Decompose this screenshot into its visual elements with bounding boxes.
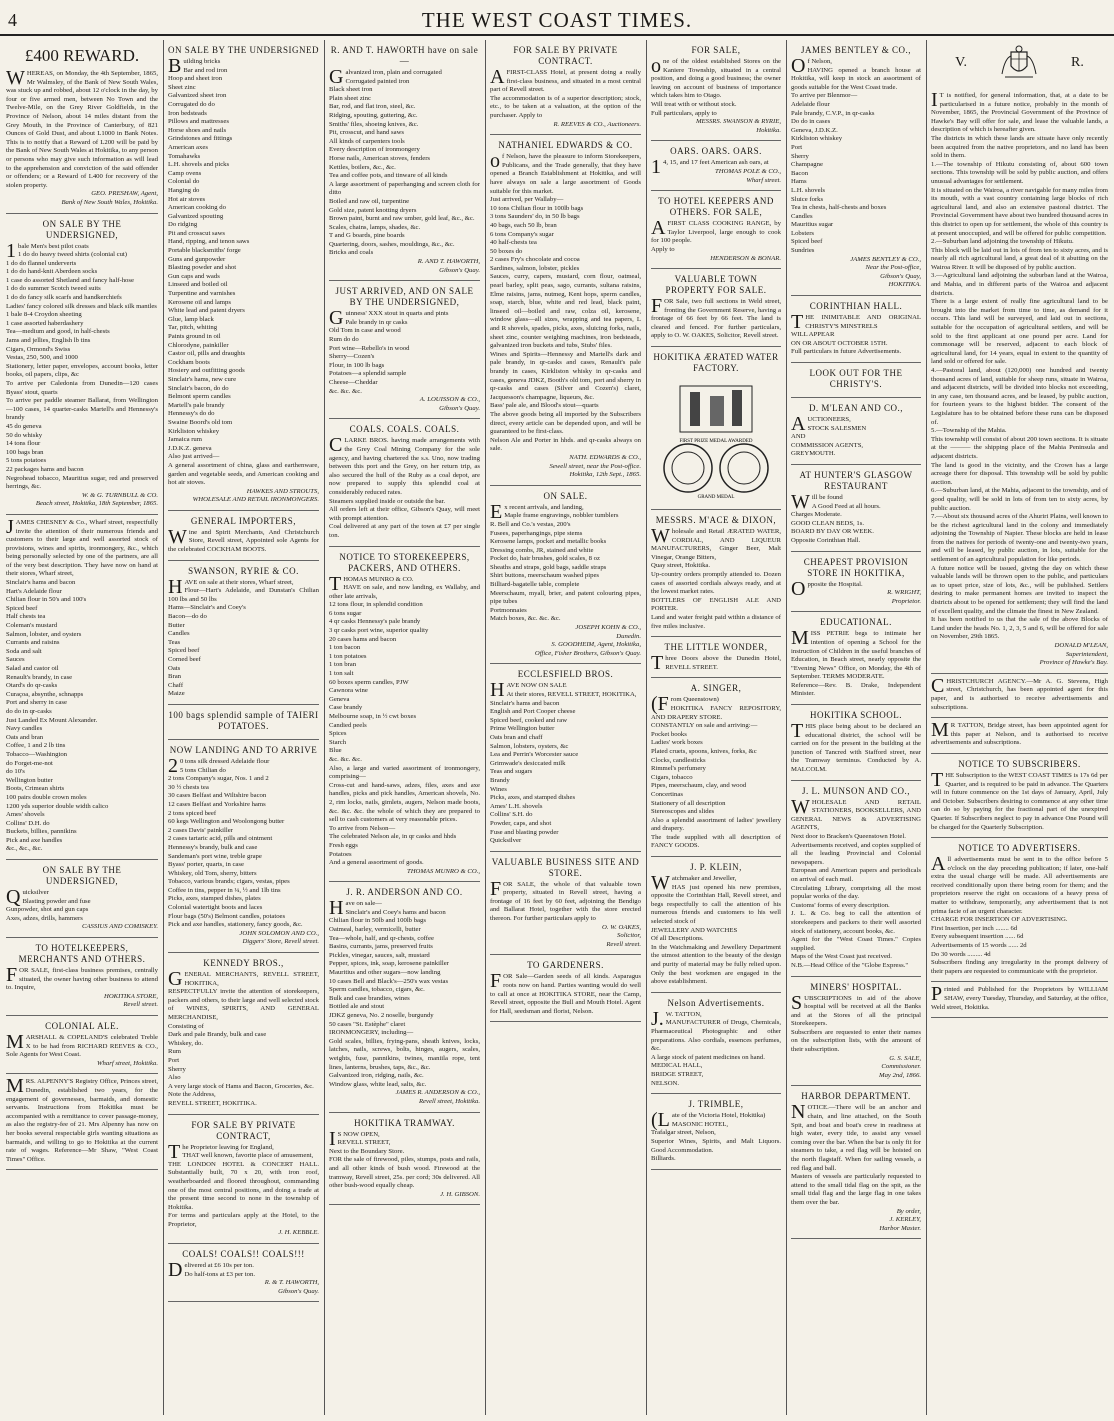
ad-heading: NOTICE TO SUBSCRIBERS. <box>958 758 1081 769</box>
ad-heading: HOKITIKA ÆRATED WATER FACTORY. <box>653 352 779 374</box>
advertisement <box>651 141 781 191</box>
ad-heading: TO GARDENERS. <box>527 960 604 971</box>
ad-signature: R. REEVES & CO., Auctioneers. <box>553 120 641 128</box>
ad-heading: JAMES BENTLEY & CO., <box>801 45 911 55</box>
advertisement <box>329 419 480 546</box>
ad-heading: ON SALE. <box>543 490 588 501</box>
advertisement <box>329 40 480 281</box>
ad-body: MARSHALL & COPELAND'S celebrated Treble X to be had from RICHARD REEVES & CO., Sole Agents for West Coast. <box>6 1031 158 1059</box>
advertisement <box>791 705 921 781</box>
ad-signature: DONALD M'LEAN, Superintendent, Province of Hawke's Bay. <box>1039 642 1108 667</box>
advertisement <box>168 40 319 511</box>
advertisement <box>490 486 641 665</box>
column-3 <box>325 40 484 1415</box>
ad-body: Three Doors above the Dunedin Hotel, REVELL STREET. <box>651 652 781 675</box>
ad-signature: R. AND T. HAWORTH, Gibson's Quay. <box>417 258 480 274</box>
ad-heading: £400 REWARD. <box>24 46 140 65</box>
advertisement <box>490 40 641 135</box>
ad-body: MISS PETRIE begs to intimate her intention of opening a School for the instruction of Children in the useful branches of Education, in Beach street, nearly opposite the "Evening News" Office, on Monday, the 4th of September. TERMS MODERATE. Reference—Rev. B. Drake, Independent Minister. <box>791 627 921 698</box>
ad-signature: JOHN SOLOMON AND CO., Diggers' Store, Revell street. <box>239 929 319 946</box>
royal-crest <box>931 40 1108 88</box>
advertisement <box>490 664 641 851</box>
column-2 <box>164 40 323 1415</box>
ad-signature: HENDERSON & BONAR. <box>710 254 781 262</box>
ad-body: Wine and Spirit Merchants, And Christchurch Store, Revell street, Appointed sole Agents for the celebrated COCKHAM BOOTS. <box>168 525 319 554</box>
ad-signature: J. H. KEBBLE. <box>278 1229 319 1237</box>
ad-signature: THOMAS MUNRO & CO., <box>406 867 480 875</box>
ad-body: Watchmaker and Jeweller, HAS just opened his new premises, opposite the Corinthian Hall, Revell street, and begs respectfully to call the attention of his numerous friends and customers to his well selected stock of JEWELLERY AND WATCHES Of all Descriptions. In the Watchmaking and Jewellery Department the utmost attention to the beauty of the design and purity of material may be fully relied upon. Only the best workmen are engaged in the above establishment. <box>651 872 781 986</box>
advertisement <box>6 938 158 1016</box>
ad-heading: FOR SALE, <box>691 45 741 55</box>
ad-body: AFIRST CLASS COOKING RANGE, by Taylor Liverpool, large enough to cook for 100 people. Apply to <box>651 217 781 253</box>
ad-body: IT is notified, for general information, that, at a date to be particularised in a future notice, probably in the month of November, 1865, the Provincial Government of the Province of Hawke's Bay will offer for sale, and lease the valuable lands, a description of which is hereafter given. The districts in which these lands are situate have only recently been acquired from the native proprietors, and no land has been sold in them. 1.—The township of Hikutu consisting of, about 600 town sections. This township will be sold by public auction, and offers unusual advantages for settlement. It is situated on the Wairoa, a river navigable for many miles from its mouth, with a vast country containing large blocks of rich agricultural land, and also an extensive pastoral district. The Provincial Government have about two hundred thousand acres in this district to open up for settlement, the whole of this country is at present unoccupied, and will be offered for public competition. 2.—Suburban land adjoining the township of Hikutu. This block will be laid out in lots of from ten to sixty acres, and is nearly all rich agricultural land, a great deal of it abutting on the Wairoa River. It will be disposed of by public auction. 3.—Agricultural land adjoining the suburban land at the Wairoa, and Mahia, and in different parts of the Wairoa and adjacent districts. There is a large extent of really fine agricultural land to be brought into the market from time to time, as demand for it occurs. This land will be surveyed, and laid out in sections, suitable for the occupation of agricultural settlers, and will be sold to the first applicant at one pound per acre. Land for commonage will be reserved, adjacent to each block of agricultural land, for 14 years, equal in extent to the quantity of land sold or offered for sale. 4.—Pastoral land, about (120,000) one hundred and twenty thousand acres of land, suitable for sheep runs, situate in Wairoa, and adjacent districts, will be divided into blocks not exceeding, in any case, ten thousand acres, and be leased, by public auction, for fourteen years to the highest bidder. The consent of the Legislature has to be obtained before these runs can be disposed of. 5.—Township of the Mahia. This township will consist of about 200 town sections. It is situate at the ——— the shipping place of the Mahia Peninsula and adjacent districts. The land is good in the vicinity, and the Crown has a large acreage there for disposal. This township will be sold by public auction. 6.—Suburban land, at the Mahia, adjacent to the township, and of good quality, will be sold in lots of from ten to sixty acres, by public auction. 7.—About six thousand acres of the Ahuriri Plains, well known to be the richest agricultural land in the colony and immediately adjoining the Township of Napier. These blocks are held in lease from the natives for periods of twenty-one and twenty-two years, and will be leased, by public auction, in lots, suitable for the settlement of an agricultural population for like periods. A future notice will be issued, giving the day on which these valuable lands will be thrown open to the public, and particulars as to upset price, size of lots, &c., will be published. Settlers desiring to make permanent homes are invited to inspect the districts about to be opened for settlement; they will find the land of excellent quality, and the climate the finest in New Zealand. It has been notified to us that the sale of the above Blocks of Land under the heads No. 1, 2, 3, 5 and 6, will be offered for sale on November, 29th 1865. <box>931 89 1108 641</box>
ad-body: FOR Sale—Garden seeds of all kinds. Asparagus roots now on hand. Parties wanting would do well to call at once at HOKITIKA STORE, near the Camp, Revell street, opposite the Bull and Mouth Hotel. Agent for Hall, seedsman and florist, Nelson. <box>490 970 641 1015</box>
advertisement <box>651 40 781 141</box>
ad-body: Wholesale and Retail ÆRATED WATER, CORDIAL, AND LIQUEUR MANUFACTURERS, Ginger Beer, Malt Vinegar, Orange Bitters, Quay street, Hokitika. Up-country orders promptly attended to. Dozen cases of assorted cordials always ready, and at the lowest market rates. BOTTLERS OF ENGLISH ALE AND PORTER. Land and water freight paid within a distance of five miles inclusive. <box>651 525 781 630</box>
ad-heading: EDUCATIONAL. <box>820 617 892 628</box>
ad-body: SUBSCRIPTIONS in aid of the above hospital will be received at all the Banks and at the Stores of all the principal Storekeepers. Subscribers are requested to enter their names on the subscription lists, with the amount of their subscription. <box>791 991 921 1054</box>
ad-heading: J. L. MUNSON AND CO., <box>801 785 910 796</box>
ad-body: NOTICE.—There will be an anchor and chain, and line attached, on the South Spit, and boat and boat's crew in readiness at high water, every tide, to assist any vessel coming over the bar. When the bar is only fit for steamers to take, a red flag will be hoisted on the north flagstaff. When for sailing vessels, a red flag and ball. Masters of vessels are particularly requested to attend to the small tidal flag on the spit, as the small tidal flag and the large flag in one takes them over the bar. <box>791 1101 921 1206</box>
ad-signature: THOMAS POLE & CO., Wharf street. <box>715 167 781 184</box>
ad-heading: VALUABLE BUSINESS SITE AND STORE. <box>491 856 640 878</box>
advertisement <box>490 955 641 1022</box>
ad-heading: SWANSON, RYRIE & CO. <box>188 565 299 576</box>
advertisement <box>168 740 319 953</box>
ad-body: one of the oldest established Stores on the Kaniere Township, situated in a central position, and doing a good business; the owner leaving on account of business of importance which takes him to Otago. Will treat with or without stock. Full particulars, apply to <box>651 55 781 117</box>
ad-heading: HOKITIKA SCHOOL. <box>810 710 902 721</box>
crest-letter-right: R. <box>1070 55 1084 70</box>
ad-signature: JOSEPH KOHN & CO., Dunedin. S. GOODHEIM, Agent, Hokitika, Office, Fisher Brothers, Gibson's Quay. <box>534 624 641 657</box>
ad-heading: HOKITIKA TRAMWAY. <box>354 1117 455 1128</box>
advertisement <box>931 88 1108 674</box>
advertisement <box>651 510 781 637</box>
ad-heading: R. AND T. HAWORTH have on sale— <box>330 45 479 66</box>
advertisement <box>651 1094 781 1170</box>
ad-signature: GEO. PRESHAW, Agent, Bank of New South Wales, Hokitika. <box>61 190 158 206</box>
ad-heading: MINERS' HOSPITAL. <box>810 981 902 992</box>
ad-heading: NOW LANDING AND TO ARRIVE <box>169 744 318 755</box>
ad-body: Delivered at £6 10s per ton. Do half-tons at £3 per ton. <box>168 1259 256 1282</box>
ad-heading: NATHANIEL EDWARDS & CO. <box>498 140 633 151</box>
ad-body: Ex recent arrivals, and landing, Maple frame engravings, nobbler tumblers R. Bell and Co.'s vestas, 200's Fusees, paperhangings, pipe stems Kerosene lamps, pocket and metallic books Dressing combs, JR, stained and white Pocket do, hair brushes, gold scales, 8 oz Sheaths and straps, gold bags, saddle straps Shirt buttons, meerschaum washed pipes Billiard-bagatelle table, complete Meerschaum, myall, brier, and patent colouring pipes, pipe tubes Portmonnaies Match boxes, &c. &c. &c. <box>490 500 641 623</box>
factory-illustration-icon <box>652 380 780 500</box>
advertisement <box>651 347 781 510</box>
ad-body: Will be found A Good Feed at all hours. Charges Moderate. GOOD CLEAN BEDS, 1s. BOARD BY DAY OR WEEK. Opposite Corinthian Hall. <box>791 490 881 544</box>
ad-signature: HAWKES AND STROUTS, WHOLESALE AND RETAIL IRONMONGERS. <box>192 487 319 504</box>
ad-heading: TO HOTEL KEEPERS AND OTHERS. FOR SALE, <box>658 196 774 218</box>
ad-body: MRS. ALPENNY'S Registry Office, Princes street, Dunedin, established two years, for the engagement of governesses, barmaids, and domestic servants. Instructions from Hokitika must be accompanied with a remittance to cover passage-money, as also the registry-fee of 21. Mrs Alpenny has now on her books several respectable girls wanting situations as barmaids, and willing to go to Hokitika at the current rate of wages. Reference—Mr Shaw, "West Coast Times" Office. <box>6 1075 158 1163</box>
ad-body: FOR SALE, the whole of that valuable town property, situated in Revell street, having a frontage of 16 feet by 60 feet, adjoining the Bendigo and Ballarat Hotel, together with the store erected thereon. For further particulars apply to <box>490 877 641 923</box>
column-5 <box>647 40 785 1415</box>
advertisement <box>6 515 158 860</box>
advertisement <box>931 674 1108 718</box>
ad-heading: COALS. COALS. COALS. <box>349 424 460 435</box>
ad-body: FOR SALE, first-class business premises, centrally situated, the owner having other business to attend to. Inquire, <box>6 964 158 992</box>
ad-body: IS NOW OPEN, REVELL STREET, Next to the Boundary Store. FOR the sale of firewood, piles, stumps, posts and rails, and all other kinds of bush wood. Firewood at the tramway, Revell street, 25s. per cord; 30s delivered. All other bush-wood equally cheap. <box>329 1127 480 1190</box>
ad-signature: MESSRS. SWANSON & RYRIE, Hokitika. <box>695 118 781 134</box>
advertisement <box>651 678 781 857</box>
ad-body: AFIRST-CLASS Hotel, at present doing a really first-class business, and situated in a most central part of Revell street. The accommodation is of a superior description; stock, etc., to be taken at a valuation, at the option of the purchaser. Apply to <box>490 66 641 119</box>
ad-body: All advertisements must be sent in to the office before 5 o'clock on the day preceding publication; if later, one-half extra the usual charge will be made. All advertisements are received conditionally upon there being room for them; and the proprietors reserve the right on occasions of a heavy press of matter to withdraw, temporarily, any advertisement that is not prima facie of an urgent character. CHARGE FOR INSERTION OF ADVERTISING. First Insertion, per inch ........ 6d Every subsequent insertion ...... 6d Advertisements of 15 words ...... 2d Do 30 words ......... 4d Subscribers finding any irregularity in the prompt delivery of their papers are requested to communicate with the proprietor. <box>931 853 1108 975</box>
ad-signature: R. & T. HAWORTH, Gibson's Quay. <box>264 1279 319 1295</box>
ad-signature: W. & G. TURNBULL & CO. Beach street, Hokitika, 18th September, 1865. <box>35 491 158 508</box>
ad-heading: ECCLESFIELD BROS. <box>517 669 614 680</box>
ad-body: Quicksilver Blasting powder and fuse Gunpowder, shot and gun caps Axes, adzes, drills, hammers <box>6 886 91 922</box>
ad-heading: MESSRS. M'ACE & DIXON, <box>655 515 777 526</box>
ad-body: (Late of the Victoria Hotel, Hokitika) MASONIC HOTEL, Trafalgar street, Nelson, Superior Wines, Spirits, and Malt Liquors. Good Accommodation. Billiards. <box>651 1109 781 1163</box>
ad-heading: AT HUNTER'S GLASGOW RESTAURANT <box>799 469 913 491</box>
ad-signature: HOKITIKA STORE, Revell street. <box>103 992 158 1009</box>
prize-medals <box>651 376 781 504</box>
advertisement <box>6 860 158 938</box>
advertisement <box>329 281 480 419</box>
advertisement <box>168 705 319 740</box>
ad-body: (From Queenstown) HOKITIKA FANCY REPOSITORY, AND DRAPERY STORE. CONSTANTLY on sale and arriving:— Pocket books Ladies' work boxes Plated cruets, spoons, knives, forks, &c Clocks, candlesticks Rimmel's perfumery Cigars, tobacco Pipes, meerschaum, clay, and wood Concertinas Stationery of all description Stereoscopes and slides Also a splendid assortment of ladies' jewellery and drapery. The trade supplied with all description of FANCY GOODS. <box>651 693 781 850</box>
ad-body: THE Subscription to the WEST COAST TIMES is 17s 6d per Quarter, and is required to be paid in advance. The Quarters will in future commence on the 1st days of January, April, July and October. Subscribers desiring to commence at any other time can do so by paying for the fractional part of the unexpired Quarter. If Subscribers neglect to pay in advance One Pound will be charged for the Quarterly Subscription. <box>931 768 1108 831</box>
advertisement <box>490 135 641 486</box>
ad-heading: A. SINGER, <box>690 683 742 694</box>
advertisement <box>651 269 781 347</box>
ad-heading: D. M'LEAN AND CO., <box>808 403 904 413</box>
ad-heading: GENERAL IMPORTERS, <box>190 515 297 526</box>
ad-signature: NATH. EDWARDS & CO., Sewell street, near the Post-office. Hokitika, 12th Sept., 1865. <box>549 453 641 479</box>
ad-heading: FOR SALE BY PRIVATE CONTRACT, <box>191 1119 296 1141</box>
column-6 <box>787 40 925 1415</box>
ad-heading: J. P. KLEIN, <box>690 862 742 873</box>
ad-signature: JAMES R. ANDERSON & CO., Revell street, Hokitika. <box>395 1089 480 1105</box>
ad-body: FOR Sale, two full sections in Weld street, fronting the Government Reserve, having a frontage of 66 feet by 66 feet. The land is cleared and fenced. For further particulars, apply to O. W. OAKES, Solicitor, Revell street. <box>651 295 781 340</box>
column-1 <box>2 40 162 1415</box>
ad-heading: OARS. OARS. OARS. <box>670 146 762 157</box>
coat-of-arms-icon <box>997 44 1041 82</box>
ad-signature: By order, J. KERLEY, Harbor Master. <box>879 1207 921 1232</box>
ad-heading: TO HOTELKEEPERS, MERCHANTS AND OTHERS. <box>18 943 146 965</box>
advertisement <box>791 977 921 1087</box>
advertisement <box>791 1086 921 1239</box>
ad-body: HAVE on sale at their stores, Wharf street, Flour—Hart's Adelaide, and Dunstan's Chilian 100 lbs and 50 lbs Hams—Sinclair's and Coey's Bacon—do do Butter Candles Teas Spiced beef Corned beef Oats Bran Chaff Maize <box>168 575 319 698</box>
advertisement <box>651 857 781 993</box>
ad-heading: COALS! COALS!! COALS!!! <box>182 1249 305 1260</box>
column-4 <box>486 40 645 1415</box>
advertisement <box>791 552 921 613</box>
advertisement <box>490 852 641 956</box>
ad-body: WHOLESALE AND RETAIL STATIONERS, BOOKSELLERS, AND GENERAL NEWS & ADVERTISING AGENTS, Next door to Bracken's Queenstown Hotel. Advertisements received, and copies supplied of all the leading Provincial and Colonial newspapers. European and American papers and periodicals on arrival of each mail. Circulating Library, comprising all the most popular works of the day. Customs' forms of every description. J. L. & Co. beg to call the attention of storekeepers and packers to their well assorted stock of stationery, account books, &c. Agent for the "West Coast Times." Copies supplied. Maps of the West Coast just received. N.B.—Head Office of the "Globe Express." <box>791 795 921 969</box>
advertisement <box>168 953 319 1115</box>
ad-signature: Wharf street, Hokitika. <box>96 1059 158 1067</box>
column-7 <box>927 40 1112 1415</box>
advertisement <box>168 511 319 561</box>
ad-signature: J. H. GIBSON. <box>440 1190 480 1198</box>
page-number: 4 <box>8 10 17 30</box>
advertisement <box>6 214 158 515</box>
advertisement <box>329 882 480 1112</box>
ad-body: J.W. TATTON, MANUFACTURER of Drugs, Chemicals, Pharmaceutical Photographic and other preparations. Also cordials, essences perfumes, &c. A large stock of patent medicines on hand. MEDICAL HALL, BRIDGE STREET, NELSON. <box>651 1007 781 1087</box>
ad-heading: CHEAPEST PROVISION STORE IN HOKITIKA, <box>803 556 909 578</box>
ad-heading: ON SALE BY THE UNDERSIGNED, <box>42 218 122 240</box>
columns-area <box>0 40 1114 1415</box>
ad-heading: J. TRIMBLE, <box>688 1099 744 1110</box>
advertisement <box>168 1244 319 1302</box>
advertisement <box>931 838 1108 982</box>
ad-signature: JAMES BENTLEY & CO., Near the Post-office, Gibson's Quay, HOKITIKA. <box>850 255 921 289</box>
advertisement <box>6 1016 158 1074</box>
ad-body: CLARKE BROS. having made arrangements with the Grey Coal Mining Company for the sole agency, and having chartered the s.s. Uno, now trading between this port and the Grey, on her return trip, as also secured the hull of the Ruby as a coal depot, are now prepared to supply this splendid coal at considerably reduced rates. Steamers supplied inside or outside the bar. All orders left at their office, Gibson's Quay, will meet with prompt attention. Coal delivered at any part of the town at £7 per single ton. <box>329 434 480 539</box>
ad-body: Building bricks Bar and rod iron Hoop and sheet iron Sheet zinc Galvanized sheet iron Corrugated do do Iron bedsteads Pillows and mattresses Horse shoes and nails Grindstones and fittings American axes Tomahawks L.H. shovels and picks Camp ovens Colonial do Hanging do Hot air stoves American cooking do Galvanized spouting Do ridging Pit and crosscut saws Hand, ripping, and tenon saws Portable blacksmiths' forge Guns and gunpowder Blasting powder and shot Gun caps and wads Linseed and boiled oil Turpentine and varnishes Kerosene oil and lamps White lead and patent dryers Glue, lamp black Tar, pitch, whiting Paints ground in oil Chlorodyne, painkiller Castor oil, pills and draughts Cockham boots Hosiery and outfitting goods Sinclair's hams, new cure Sinclair's bacon, do do Belmont sperm candles Martell's pale brandy Hennessy's do do Swaine Boord's old tom Kirkliston whiskey Jamaica rum J.D.K.Z. geneva Also just arrived— A general assortment of china, glass and earthenware, garden and vegetable seeds, and American cooking and hot air stoves. <box>168 55 319 487</box>
ad-signature: R. WRIGHT, Proprietor. <box>887 589 921 605</box>
advertisement <box>931 718 1108 754</box>
ad-body: Galvanized iron, plain and corrugated Corrugated painted iron Black sheet iron Plain sheet zinc Bar, rod, and flat iron, steel, &c. Ridging, spouting, guttering, &c. Smiths' files, shoeing knives, &c. Pit, crosscut, and hand saws All kinds of carpenters tools Every description of ironmongery Horse nails, American stoves, fenders Kettles, boilers, &c., &c. Tea and coffee pots, and tinware of all kinds A large assortment of paperhanging and screen cloth for ditto Boiled and raw oil, turpentine Gold size, patent knotting dryers Brown paint, burnt and raw umber, gold leaf, &c., &c. Scales, chains, lamps, shades, &c. T and G boards, pine boards Quartering, doors, sashes, mouldings, &c., &c. Bricks and coals <box>329 66 480 257</box>
advertisement <box>651 993 781 1094</box>
ad-heading: NOTICE TO STOREKEEPERS, PACKERS, AND OTHERS. <box>339 551 470 573</box>
ad-heading: LOOK OUT FOR THE CHRISTY'S. <box>809 368 903 389</box>
ad-heading: THE LITTLE WONDER, <box>664 642 768 653</box>
ad-body: 20 tons silk dressed Adelaide flour 5 tons Chilian do 2 tons Company's sugar, Nos. 1 and 2 30 ½ chests tea 30 cases Belfast and Wiltshire bacon 12 cases Belfast and Yorkshire hams 2 tons spiced beef 60 kegs Wellington and Woolongong butter 2 cases Davis' painkiller 2 cases tartaric acid, pills and ointment Hennessy's brandy, bulk and case Sandeman's port wine, treble grape Byass' porter, quarts, in case Whiskey, old Tom, sherry, bitters Tobacco, various brands; cigars, vestas, pipes Coffee in tins, pepper in ¼, ½ and 1lb tins Picks, axes, stamped dishes, plates Colonial watertight boots and laces Flour bags (50's) Belmont candles, potatoes Pick and axe handles, stationery, fancy goods, &c. <box>168 754 303 929</box>
ad-signature: O. W. OAKES, Solicitor, Revell street. <box>602 923 641 948</box>
ad-body: THOMAS MUNRO & CO. HAVE on sale, and now landing, ex Wallaby, and other late arrivals, 12 tons flour, in splendid condition 6 tons sugar 4 qr casks Hennessy's pale brandy 3 qr casks port wine, superior quality 20 cases hams and bacon 1 ton bacon 1 ton potatoes 1 ton bran 1 ton salt 60 boxes sperm candles, PJW Cawnora wine Geneva Case brandy Melbourne soap, in ½ cwt boxes Candied peels Spices Starch Blue &c. &c. &c. Also, a large and varied assortment of ironmongery, comprising— Cross-cut and hand-saws, adzes, files, axes and axe handles, picks and pick handles, American shovels, No. 2, rim locks, nails, gimlets, augers, Nelson made boots, &c. &c. &c. the whole of which they are prepared to sell to cash customers at very reasonable prices. To arrive from Nelson— The celebrated Nelson ale, in qr casks and hhds Fresh eggs Potatoes And a general assortment of goods. <box>329 572 480 867</box>
ad-body: GENERAL MERCHANTS, REVELL STREET, HOKITIKA, RESPECTFULLY invite the attention of storekeepers, packers and others, to their large and well selected stock of WINES, SPIRITS, AND GENERAL MERCHANDISE, Consisting of Dark and pale Brandy, bulk and case Whiskey, do. Rum Port Sherry Also A very large stock of Hams and Bacon, Groceries, &c. Note the Address, REVELL STREET, HOKITIKA. <box>168 968 319 1107</box>
ad-heading: J. R. ANDERSON AND CO. <box>346 887 463 898</box>
advertisement <box>791 40 921 296</box>
advertisement <box>168 1115 319 1245</box>
ad-body: Of Nelson, HAVING opened a branch house at Hokitika, will keep in stock an assortment of goods suitable for the West Coast trade. To arrive per Blenmor— Adelaide flour Pale brandy, C.V.P., in qr-casks Do do in cases Geneva, J.D.K.Z. Kirkliston whiskey Port Sherry Champagne Bacon Hams L.H. shovels Sluice forks Tea in chests, half-chests and boxes Candles Mauritius sugar Lobsters Spiced beef Sundries <box>791 55 921 255</box>
ad-signature: G. S. SALE, Commissioner. May 2nd, 1866. <box>879 1054 921 1079</box>
ad-body: Opposite the Hospital. <box>791 577 863 600</box>
ad-body: The Proprietor leaving for England, THAT well known, favorite place of amusement, THE LONDON HOTEL & CONCERT HALL. Substantially built, 70 x 20, with iron roof, weatherboarded and floored throughout, commanding one of the most central positions, and doing a trade at the present time second to none in the township of Hokitika. For terms and particulars apply at the Hotel, to the Proprietor, <box>168 1140 319 1228</box>
ad-heading: 100 bags splendid sample of TAIERI POTATOES. <box>168 709 319 731</box>
advertisement <box>931 754 1108 838</box>
advertisement <box>791 398 921 465</box>
ad-body: 1bale Men's best pilot coats 1 do do heavy tweed shirts (colonial cut) 1 do do flannel underverts 1 do do hand-knit Aberdeen socks 1 case do assorted Shetland and fancy half-hose 1 do do summer Scotch tweed suits 1 do do fancy silk scarfs and handkerchiefs Ladies' fancy colored silk dresses and black silk mantles 1 bale 8-4 Croydon sheeting 1 case assorted haberdashery Tea—medium and good, in half-chests Jams and jellies, English lb tins Cigars, Ormond's Swiss Vestas, 250, 500, and 1000 Stationery, letter paper, envelopes, account books, letter books, oil papers, clips, &c To arrive per Caledonia from Dunedin—120 cases Byass' stout, quarts To arrive per paddle steamer Ballarat, from Wellington—100 cases, 14 quarter-casks Martell's and Hennessy's brandy 45 do geneva 50 do whisky 14 tons flour 100 bags bran 5 tons potatoes 22 packages hams and bacon Negrohead tobacco, Mauritius sugar, red and preserved herrings, &c. <box>6 239 158 491</box>
advertisement <box>791 363 921 398</box>
crest-letter-left: V. <box>955 55 967 70</box>
ad-heading: HARBOR DEPARTMENT. <box>801 1091 911 1102</box>
advertisement <box>931 982 1108 1018</box>
ad-heading: COLONIAL ALE. <box>45 1021 119 1031</box>
advertisement <box>651 637 781 678</box>
ad-heading: ON SALE BY THE UNDERSIGNED, <box>42 865 122 887</box>
ad-body: Printed and Published for the Proprietors by WILLIAM SHAW, every Tuesday, Thursday, and Saturday, at the office, Weld street, Hokitika. <box>931 983 1108 1011</box>
ad-heading: KENNEDY BROS., <box>203 958 284 969</box>
ad-body: HAVE NOW ON SALE At their stores, REVELL STREET, HOKITIKA, Sinclair's hams and bacon English and Port Cooper cheese Spiced beef, cooked and raw Prime Wellington butter Oats bran and chaff Salmon, lobsters, oysters, &c Lea and Perrin's Worcester sauce Grimwade's desiccated milk Teas and sugars Brandy Wines Picks, axes, and stamped dishes Ames' L.H. shovels Collins' S.H. do Powder, caps, and shot Fuse and blasting powder Quicksilver <box>490 679 637 845</box>
ad-heading: ON SALE BY THE UNDERSIGNED <box>168 45 319 55</box>
ad-body: 14, 15, and 17 feet American ash oars, at <box>651 156 769 179</box>
advertisement <box>329 547 480 883</box>
ad-body: CHRISTCHURCH AGENCY.—Mr A. G. Stevens, High street, Christchurch, has been appointed agent for this paper, and is authorised to receive advertisements and subscriptions. <box>931 674 1108 711</box>
ad-heading: JUST ARRIVED, AND ON SALE BY THE UNDERSIGNED, <box>335 286 474 308</box>
advertisement <box>6 1074 158 1170</box>
medal-bottom-text: GRAND MEDAL <box>697 495 735 501</box>
advertisement <box>791 296 921 363</box>
ad-body: of Nelson, have the pleasure to inform Storekeepers, Publicans, and the Trade generally, that they have opened a Branch Establishment at Hokitika, and will have always on sale a large assortment of Goods suitable for this market. Just arrived, per Wallaby— 10 tons Chilian flour in 100lb bags 3 tons Saunders' do, in 50 lb bags 40 bags, each 50 lb, bran 6 tons Company's sugar 40 half-chests tea 50 boxes do 2 cases Fry's chocolate and cocoa Sardines, salmon, lobster, pickles Sauces, curry, capers, mustard, corn flour, oatmeal, pearl barley, split peas, sago, currants, sultana raisins, Elme raisins, jams, nutmeg, Kent hops, sperm candles, soap, starch, blue, white and red lead, black paint, linseed oil—boiled and raw, colza oil, kerosene, window glass—all sizes, wrapping and tea papers, L and R shovels, spades, picks, axes, sluicing forks, nails, sheet zinc, counter weighing machines, iron bedsteads, galvanized iron buckets and tubs, Stubs' files. Wines and Spirits—Hennessy and Martell's dark and pale brandy, in qr-casks and cases, Renault's pale brandy in cases, Kirkliston whisky in qr-casks and cases, geneva JDKZ, Booth's old tom, port and sherry in qr-casks and cases (Silver and Cozen's) claret, Jacquesson's champagne, liqueurs, &c. Bass' pale ale, and Blood's stout—quarts The above goods being all imported by the Subscribers direct, every article can be depended upon, and will be guaranteed to be first-class. Nelson Ale and Porter in hhds. and qr-casks always on sale. <box>490 150 641 453</box>
ad-body: MR TATTON, Bridge street, has been appointed agent for this paper at Nelson, and is authorised to receive advertisements and subscriptions. <box>931 719 1108 747</box>
advertisement <box>168 561 319 705</box>
ad-body: AUCTIONEERS, STOCK SALESMEN AND COMMISSION AGENTS, GREYMOUTH. <box>791 413 867 458</box>
advertisement <box>791 781 921 977</box>
advertisement <box>651 191 781 269</box>
ad-signature: CASSIUS AND COMISKEY. <box>82 923 158 931</box>
ad-body: JAMES CHESNEY & Co., Wharf street, respectfully invite the attention of their numerous friends and customers to their large and well assorted stock of provisions, wines and spirits, ironmongery, &c., which being personally selected by one of the partners, are all of the very best description. They have now on hand at their stores, Wharf street, Sinclair's hams and bacon Hart's Adelaide flour Chilian flour in 50's and 100's Spiced beef Half chests tea Coleman's mustard Salmon, lobster, and oysters Currants and raisins Soda and salt Sauces Salad and castor oil Renault's brandy, in case Otard's do qr-casks Curaçoa, absynthe, schnapps Port and sherry in case do do in qr-casks Just Landed Ex Mount Alexander. Navy candles Oats and bran Coffee, 1 and 2 lb tins Tobacco—Washington do Forget-me-not do 10's Wellington butter Boots, Crimean shirts 100 pairs double crown moles 1200 yds superior double width calico Ames' shovels Collins' D.H. do Buckets, billies, pannikins Pick and axe handles &c., &c., &c. <box>6 515 158 853</box>
ad-heading: FOR SALE BY PRIVATE CONTRACT. <box>513 45 618 66</box>
ad-body: Have on sale— Sinclair's and Coey's hams and bacon Chilian flour in 50lb and 100lb bags Oatmeal, barley, vermicelli, butter Tea—whole, half, and qr-chests, coffee Basins, currants, jams, preserved fruits Pickles, vinegar, sauces, salt, mustard Pepper, spices, ink, soap, kerosene painkiller Mauritius and other sugars—now landing 10 cases Bell and Black's—250's wax vestas Sperm candles, tobacco, cigars, &c. Bulk and case brandies, wines Bottled ale and stout JDKZ geneva, No. 2 noselle, burgundy 50 cases "St. Estèphe" claret IRONMONGERY, including— Gold scales, billies, frying-pans, sheath knives, locks, latches, nails, screws, bolts, hinges, augers, scales, weights, fuse, pannikins, twines, maniila rope, tent lines, lanterns, brushes, taps, &c., &c. Galvanized iron, ridging, nails, &c. Window glass, white lead, salts, &c. <box>329 897 480 1088</box>
ad-heading: CORINTHIAN HALL. <box>809 301 903 312</box>
ad-heading: NOTICE TO ADVERTISERS. <box>958 843 1081 854</box>
advertisement <box>329 1113 480 1206</box>
advertisement <box>791 465 921 552</box>
ad-body: Guinness' XXX stout in quarts and pints Pale brandy in qr casks Old Tom in case and wood Rum do do Port wine—Rebello's in wood Sherry—Cozen's Flour, in 100 lb bags Potatoes—a splendid sample Cheese—Cheddar &c. &c. &c. <box>329 307 449 395</box>
masthead <box>0 6 1114 36</box>
ad-body: WHEREAS, on Monday, the 4th September, 1865, Mr Walmsley, of the Bank of New South Wales, was stuck up and robbed, about 12 o'clock in the day, by four or five armed men, between No Town and the Twelve-Mile, on the Grey River Goldfields, in the Province of Nelson, about 14 miles distant from the Grey Mouth, in the Province of Canterbury, of 821 Ounces of Gold Dust, and about L1000 in Bank Notes. This is to notify that a Reward of L200 will be paid by the Bank of New South Wales at Hokitika, to any person or persons who may give such information as will lead to the apprehension and conviction of the said offender or offenders; or a Reward of L400 for recovery of the stolen property. <box>6 67 158 189</box>
ad-body: THE INIMITABLE AND ORIGINAL CHRISTY'S MINSTRELS WILL APPEAR ON OR ABOUT OCTOBER 15TH. Full particulars in future Advertisements. <box>791 311 921 356</box>
ad-heading: VALUABLE TOWN PROPERTY FOR SALE. <box>665 274 767 296</box>
advertisement <box>791 612 921 705</box>
ad-heading: Nelson Advertisements. <box>667 997 765 1008</box>
advertisement <box>6 40 158 214</box>
medal-top-text: FIRST PRIZE MEDAL AWARDED <box>679 439 753 445</box>
newspaper-title: THE WEST COAST TIMES. <box>421 8 693 32</box>
ad-body: THIS place being about to be declared an educational district, the school will be carried on for the present in the building at the junction of Tancred with Stafford street, near the Tramway terminus. Conducted by A. MALCOLM. <box>791 720 921 774</box>
ad-signature: A. LOUISSON & CO., Gibson's Quay. <box>419 396 480 412</box>
